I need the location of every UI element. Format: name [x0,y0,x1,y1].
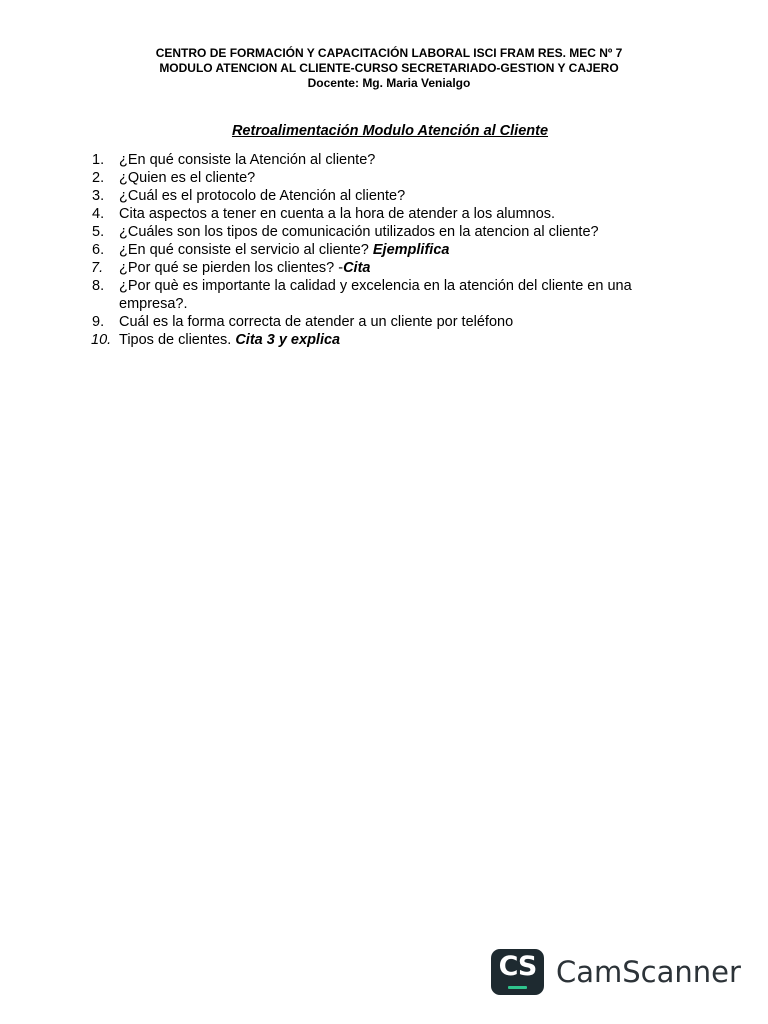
institution-title: CENTRO DE FORMACIÓN Y CAPACITACIÓN LABORAL ISCI FRAM RES. MEC Nº 7 [155,46,623,60]
document-subtitle: Retroalimentación Modulo Atención al Cliente [231,123,549,139]
item-emphasis: Cita 3 y explica [235,332,341,348]
document-header [0,46,768,91]
item-text: Cita aspectos a tener en cuenta a la hora de atender a los alumnos. [119,206,556,222]
list-item [84,169,644,187]
item-number: 4. [92,206,105,222]
camscanner-logo-accent [508,986,527,989]
item-text: Cuál es la forma correcta de atender a un cliente por teléfono [119,314,514,330]
list-item [84,241,644,259]
item-number: 7. [91,260,104,276]
item-text: ¿Por què es importante la calidad y excelencia en la atención del cliente en una empresa?. [119,278,632,312]
camscanner-logo-text: CS [498,951,537,982]
item-number: 9. [92,314,105,330]
item-number: 6. [92,242,105,258]
item-text: Tipos de clientes. [119,332,236,348]
list-item [84,331,644,349]
list-item [84,313,644,331]
camscanner-logo [491,949,544,995]
course-title: MODULO ATENCION AL CLIENTE-CURSO SECRETARIADO-GESTION Y CAJERO [159,61,619,75]
list-item [84,205,644,223]
item-text: ¿Cuáles son los tipos de comunicación utilizados en la atencion al cliente? [119,224,599,240]
camscanner-brand: CamScanner [556,955,741,989]
item-text: ¿Cuál es el protocolo de Atención al cliente? [119,188,406,204]
item-number: 1. [92,152,105,168]
item-number: 3. [92,188,105,204]
item-number: 2. [92,170,105,186]
item-text: ¿Por qué se pierden los clientes? - [119,260,344,276]
list-item [84,259,644,277]
list-item [84,187,644,205]
item-text: ¿Quien es el cliente? [119,170,256,186]
teacher-name: Docente: Mg. Maria Venialgo [307,76,471,90]
item-number: 5. [92,224,105,240]
item-emphasis: Cita [343,260,371,276]
list-item [84,277,644,313]
question-list [84,151,644,349]
list-item [84,151,644,169]
item-text: ¿En qué consiste la Atención al cliente? [119,152,376,168]
item-number: 10. [91,332,112,348]
item-text: ¿En qué consiste el servicio al cliente? [119,242,373,258]
item-number: 8. [92,278,105,294]
item-emphasis: Ejemplifica [372,242,450,258]
list-item [84,223,644,241]
